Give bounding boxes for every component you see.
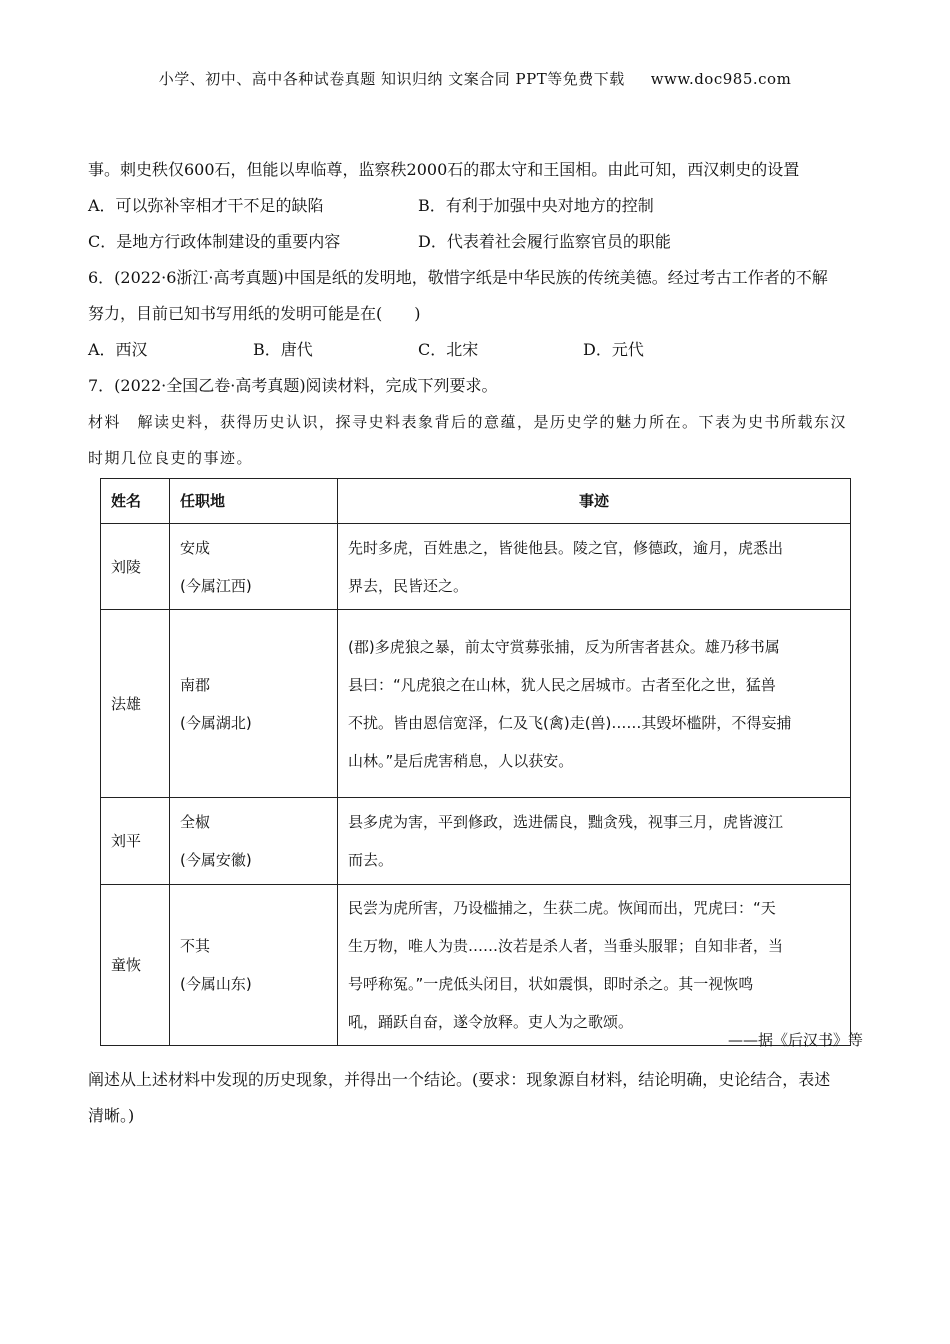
q6-option-b: B．唐代: [253, 340, 313, 359]
deed-line: 山林。”是后虎害稍息，人以获安。: [348, 751, 574, 770]
header-site: www.doc985.com: [650, 70, 792, 88]
official-name: 刘陵: [101, 524, 170, 610]
q5-option-b: B．有利于加强中央对地方的控制: [418, 196, 654, 215]
table-row: [101, 798, 851, 885]
q5-stem-tail: 事。刺史秩仅600石，但能以卑临尊，监察秩2000石的郡太守和王国相。由此可知，西汉刺史的设置: [88, 160, 800, 179]
deed-text: [338, 798, 851, 885]
q7-requirement: [88, 1062, 863, 1134]
q5-option-c: C．是地方行政体制建设的重要内容: [88, 232, 341, 251]
requirement-line-1: 阐述从上述材料中发现的历史现象，并得出一个结论。(要求：现象源自材料，结论明确，史论结合，表述: [88, 1070, 831, 1089]
deed-line: 而去。: [348, 851, 394, 869]
q6-option-a: A．西汉: [88, 340, 148, 359]
deed-line: 不扰。皆由恩信宽泽，仁及飞(禽)走(兽)……其毁坏槛阱，不得妄捕: [348, 713, 792, 732]
q6-options: [88, 332, 863, 368]
q6-stem-line-1: 6．(2022·6浙江·高考真题)中国是纸的发明地，敬惜字纸是中华民族的传统美德。经过考古工作者的不解: [88, 268, 828, 287]
table-row: [101, 610, 851, 798]
q5-option-a: A．可以弥补宰相才干不足的缺陷: [88, 196, 324, 215]
deed-line: 先时多虎，百姓患之，皆徙他县。陵之官，修德政，逾月，虎悉出: [348, 538, 784, 557]
q5-option-d: D．代表着社会履行监察官员的职能: [418, 232, 671, 251]
official-name: 童恢: [101, 885, 170, 1046]
q7-material-line-1: 材料 解读史料，获得历史认识，探寻史料表象背后的意蕴，是历史学的魅力所在。下表为史书所载东汉: [88, 413, 848, 431]
place-name: 安成: [180, 538, 211, 557]
table-row: [101, 524, 851, 610]
place-note: (今属安徽): [180, 851, 252, 869]
deed-text: [338, 610, 851, 798]
requirement-line-2: 清晰。): [88, 1106, 135, 1125]
place-note: (今属山东): [180, 975, 252, 993]
official-name: 法雄: [101, 610, 170, 798]
official-name: 刘平: [101, 798, 170, 885]
deeds-table: [100, 478, 851, 1046]
source-citation: ——据《后汉书》等: [727, 1031, 863, 1049]
office-place: [170, 798, 338, 885]
table-header-row: [101, 479, 851, 524]
header-deed: 事迹: [338, 479, 851, 524]
place-name: 南郡: [180, 675, 211, 694]
office-place: [170, 610, 338, 798]
place-name: 全椒: [180, 813, 211, 831]
deed-line: 号呼称冤。”一虎低头闭目，状如震惧，即时杀之。其一视恢鸣: [348, 975, 754, 993]
deed-line: 县曰：“凡虎狼之在山林，犹人民之居城市。古者至化之世，猛兽: [348, 675, 776, 694]
q7-title: 7．(2022·全国乙卷·高考真题)阅读材料，完成下列要求。: [88, 376, 498, 395]
place-note: (今属湖北): [180, 713, 252, 732]
header-text: 小学、初中、高中各种试卷真题 知识归纳 文案合同 PPT等免费下载: [158, 70, 625, 88]
q6-option-d: D．元代: [583, 340, 644, 359]
deed-line: 生万物，唯人为贵……汝若是杀人者，当垂头服罪；自知非者，当: [348, 937, 784, 955]
page-header: [0, 68, 950, 89]
place-note: (今属江西): [180, 576, 252, 595]
header-name: 姓名: [101, 479, 170, 524]
q5-options-row-1: [88, 188, 863, 224]
deed-line: (郡)多虎狼之暴，前太守赏募张捕，反为所害者甚众。雄乃移书属: [348, 637, 780, 656]
deed-text: [338, 524, 851, 610]
header-place: 任职地: [170, 479, 338, 524]
deed-line: 县多虎为害，平到修政，选进儒良，黜贪残，视事三月，虎皆渡江: [348, 813, 784, 831]
office-place: [170, 885, 338, 1046]
deed-line: 界去，民皆还之。: [348, 576, 469, 595]
document-body: [88, 152, 863, 1125]
table-row: [101, 885, 851, 1046]
q6-option-c: C．北宋: [418, 340, 479, 359]
deed-line: 吼，踊跃自奋，遂令放释。吏人为之歌颂。: [348, 1013, 634, 1031]
deed-text: [338, 885, 851, 1046]
place-name: 不其: [180, 937, 211, 955]
office-place: [170, 524, 338, 610]
deed-line: 民尝为虎所害，乃设槛捕之，生获二虎。恢闻而出，咒虎曰：“天: [348, 899, 776, 917]
q5-options-row-2: [88, 224, 863, 260]
q7-material-line-2: 时期几位良吏的事迹。: [88, 449, 254, 467]
q6-stem-line-2: 努力，目前已知书写用纸的发明可能是在( ): [88, 304, 421, 323]
